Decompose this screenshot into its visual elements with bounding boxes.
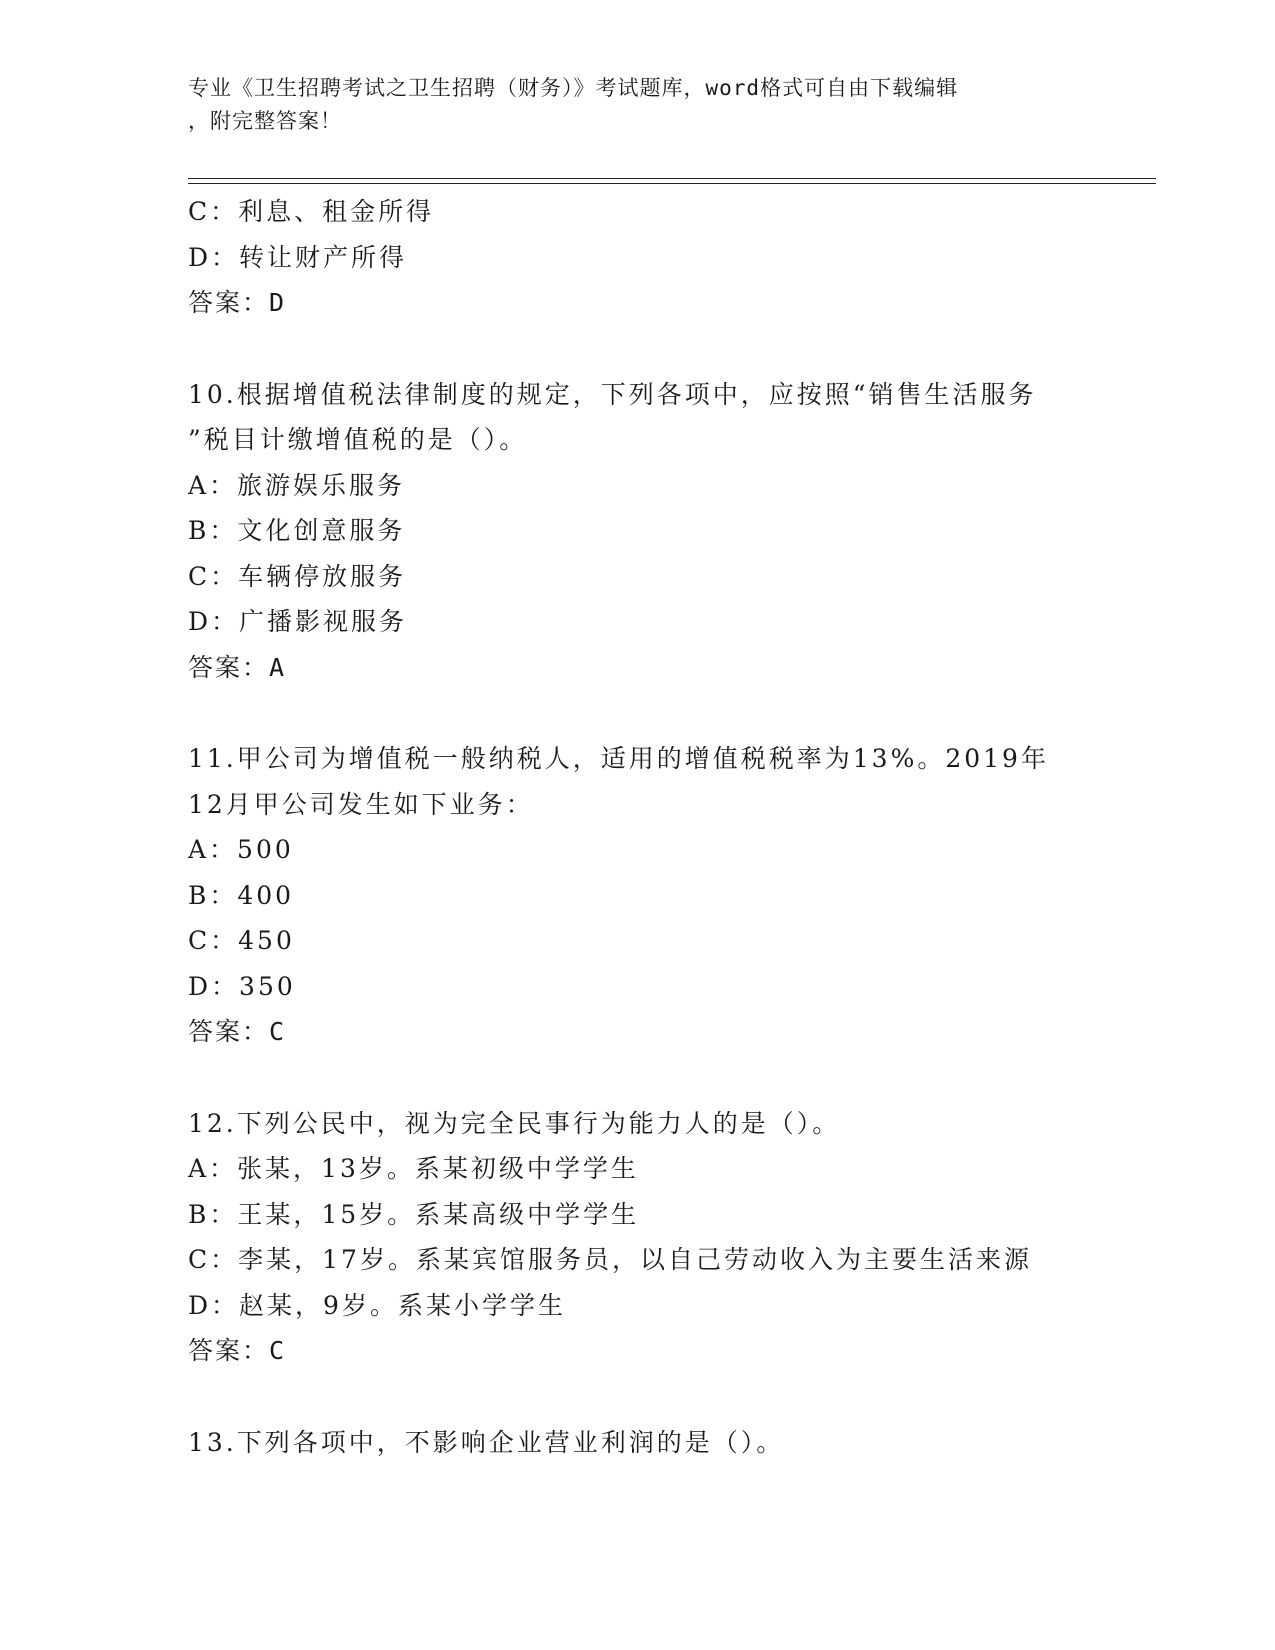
spacer (188, 1374, 1118, 1420)
question-9 (188, 189, 1118, 326)
q12-answer-label: 答案： (188, 1336, 270, 1365)
q10-answer-value: A (269, 652, 287, 682)
spacer (188, 690, 1118, 736)
header-rule-top (188, 178, 1156, 179)
q12-option-d: D：赵某，9岁。系某小学学生 (188, 1290, 566, 1320)
q12-option-a: A：张某，13岁。系某初级中学学生 (188, 1154, 639, 1183)
q10-stem-line-2: ”税目计缴增值税的是（）。 (188, 425, 528, 454)
q10-answer (188, 645, 1118, 691)
q11-answer (188, 1009, 1118, 1055)
q11-option-a: A：500 (188, 835, 294, 864)
q10-option-d: D：广播影视服务 (188, 607, 408, 636)
q13-stem-line-1: 13.下列各项中，不影响企业营业利润的是（）。 (188, 1427, 785, 1457)
q9-answer-label: 答案： (188, 288, 270, 317)
question-10 (188, 372, 1118, 691)
document-header (188, 72, 1068, 138)
question-list (188, 189, 1118, 1465)
q12-option-c: C：李某，17岁。系某宾馆服务员，以自己劳动收入为主要生活来源 (188, 1245, 1032, 1274)
q11-answer-value: C (269, 1017, 287, 1046)
question-11 (188, 736, 1118, 1055)
question-13 (188, 1420, 1118, 1466)
q12-option-b: B：王某，15岁。系某高级中学学生 (188, 1199, 640, 1229)
header-line-2: ，附完整答案！ (188, 109, 342, 133)
q11-answer-label: 答案： (188, 1017, 270, 1046)
q11-option-d: D：350 (188, 971, 296, 1001)
q10-option-b: B：文化创意服务 (188, 516, 406, 545)
q10-option-a: A：旅游娱乐服务 (188, 470, 406, 500)
q12-stem-line-1: 12.下列公民中，视为完全民事行为能力人的是（）。 (188, 1108, 841, 1138)
q9-answer-value: D (269, 288, 287, 317)
question-12 (188, 1101, 1118, 1374)
q10-stem-line-1: 10.根据增值税法律制度的规定，下列各项中，应按照“销售生活服务 (188, 379, 1037, 409)
q9-option-c: C：利息、租金所得 (188, 197, 435, 226)
q12-answer-value: C (269, 1336, 287, 1365)
spacer (188, 326, 1118, 372)
q9-answer (188, 280, 1118, 326)
q11-stem-line-1: 11.甲公司为增值税一般纳税人，适用的增值税税率为13%。2019年 (188, 744, 1049, 773)
q11-option-b: B：400 (188, 880, 295, 910)
q12-answer (188, 1328, 1118, 1374)
q9-option-d: D：转让财产所得 (188, 242, 408, 272)
q10-answer-label: 答案： (188, 652, 270, 682)
q11-option-c: C：450 (188, 926, 295, 955)
header-rule-bottom (188, 183, 1156, 184)
q11-stem-line-2: 12月甲公司发生如下业务： (188, 789, 534, 819)
q10-option-c: C：车辆停放服务 (188, 561, 407, 591)
header-line-1: 专业《卫生招聘考试之卫生招聘（财务）》考试题库，word格式可自由下载编辑 (188, 76, 959, 100)
spacer (188, 1055, 1118, 1101)
